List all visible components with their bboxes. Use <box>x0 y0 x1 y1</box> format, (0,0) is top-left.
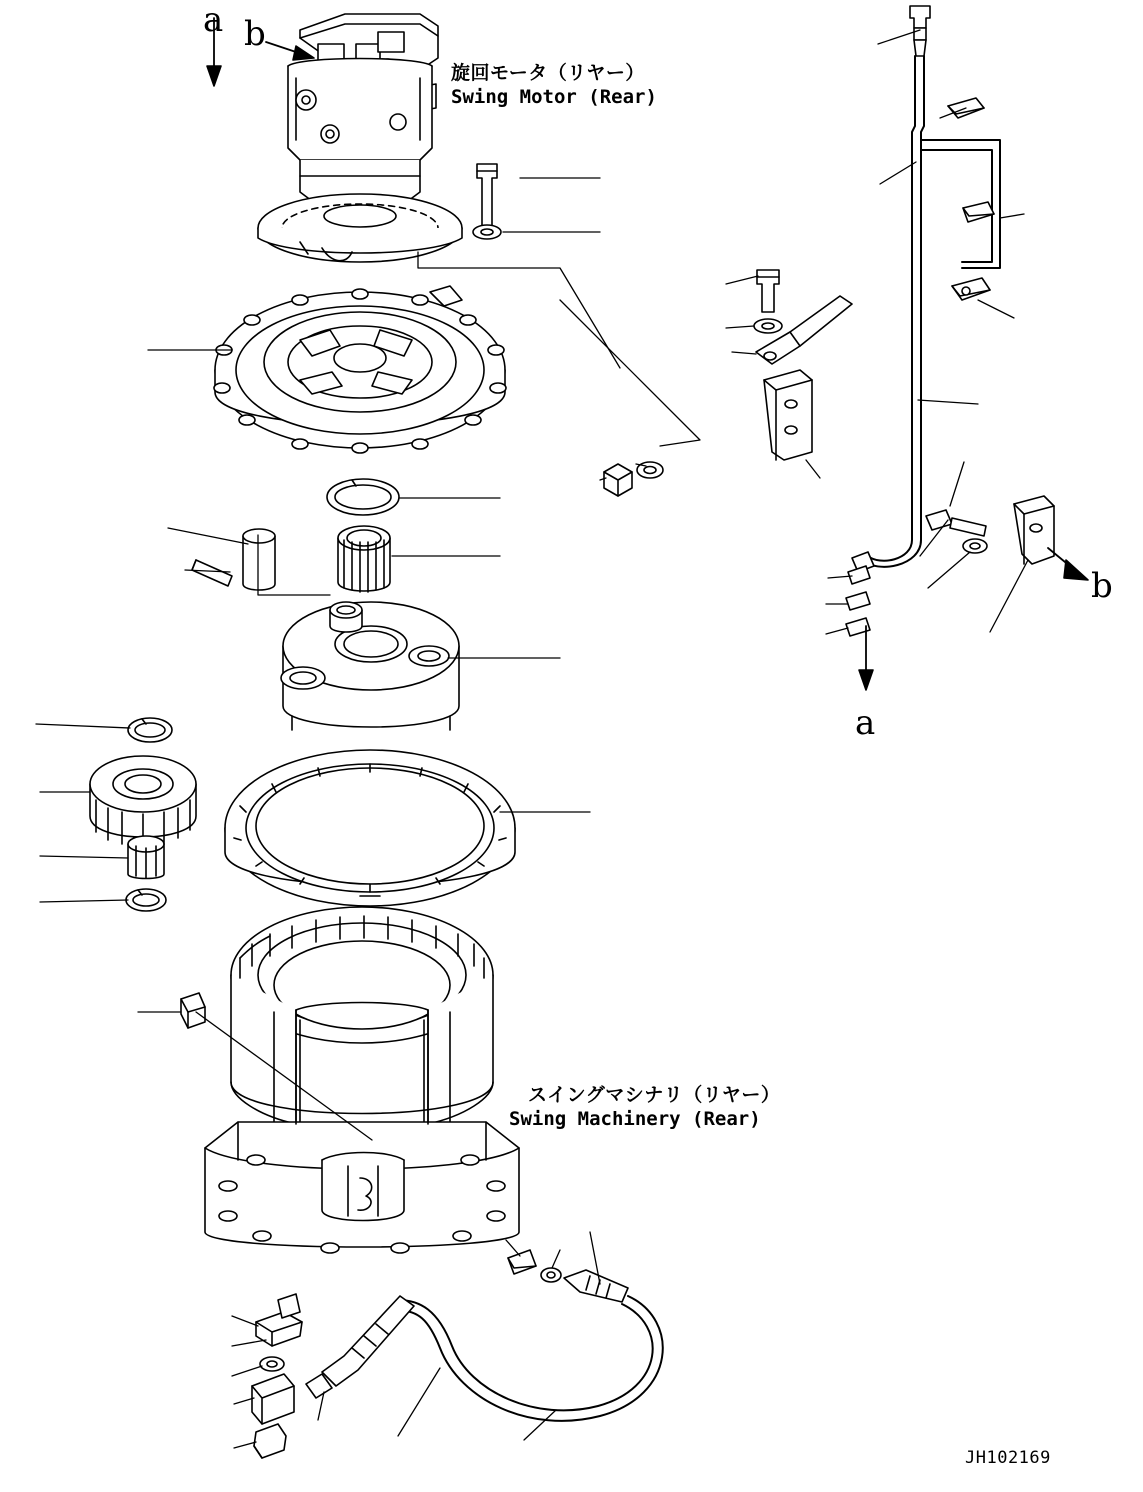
bushing-sleeve <box>243 529 275 590</box>
section-arrow-a-right <box>859 626 873 690</box>
swing-machinery-rear-label-en: Swing Machinery (Rear) <box>509 1108 761 1130</box>
callout-letter-a-top: a <box>203 0 224 40</box>
swing-motor-rear-label-en: Swing Motor (Rear) <box>451 86 657 108</box>
swing-ring-gear-plate <box>214 286 506 453</box>
needle-bearing <box>128 836 164 879</box>
bracket-nut <box>604 464 632 496</box>
swing-motor-assembly <box>258 14 462 262</box>
drawing-number: JH102169 <box>965 1448 1051 1468</box>
hydraulic-tube-assembly <box>846 6 1054 636</box>
drain-hose-assembly <box>252 1250 663 1458</box>
callout-letter-b-right: b <box>1091 566 1113 606</box>
section-arrow-b-right <box>1048 548 1088 580</box>
spline-coupling <box>338 526 390 592</box>
snap-ring-upper <box>327 479 399 515</box>
swing-machinery-rear-label-jp: スイングマシナリ（リヤー） <box>528 1084 781 1106</box>
dowel-pin <box>192 560 232 586</box>
section-arrow-b-top <box>266 42 314 60</box>
motor-mount-washer <box>473 225 501 239</box>
pinion-gear <box>90 756 196 846</box>
mounting-bracket <box>764 370 812 460</box>
leader-lines <box>36 30 1028 1448</box>
swing-machinery-cover <box>281 602 459 730</box>
callout-letter-b-top: b <box>244 14 266 54</box>
swing-machinery-housing <box>181 907 519 1253</box>
bracket-washer <box>754 319 782 333</box>
motor-mount-bolt <box>477 164 497 232</box>
callout-letter-a-right: a <box>855 703 876 743</box>
swing-motor-rear-label-jp: 旋回モータ（リヤー） <box>451 62 645 84</box>
snap-ring-small-upper <box>128 718 172 742</box>
bracket-bolt <box>757 270 779 312</box>
snap-ring-small-lower <box>126 889 166 911</box>
swing-circle-ring <box>225 750 515 906</box>
